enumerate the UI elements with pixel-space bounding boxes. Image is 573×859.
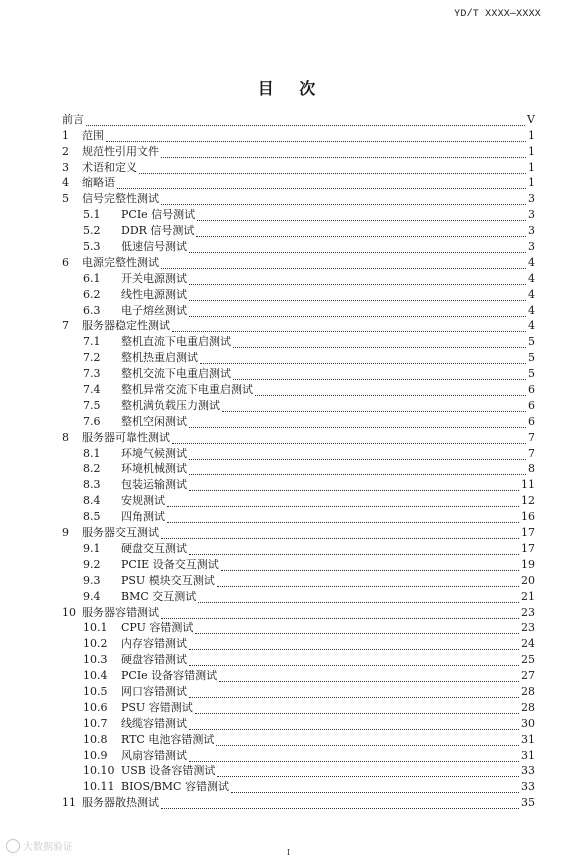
toc-entry[interactable] <box>62 666 535 682</box>
toc-entry-label: PCIe 设备容错测试 <box>121 669 218 683</box>
toc-entry-number: 10 <box>62 605 76 619</box>
toc-entry-label: PSU 容错测试 <box>121 700 193 714</box>
toc-leader-dots <box>195 703 519 714</box>
toc-leader-dots <box>117 178 526 189</box>
toc-entry-page: 17 <box>521 526 535 540</box>
toc-leader-dots <box>189 480 519 491</box>
toc-leader-dots <box>172 433 526 444</box>
toc-leader-dots <box>200 353 526 364</box>
toc-entry[interactable] <box>62 189 535 205</box>
toc-entry-number: 9.3 <box>83 573 101 587</box>
toc-leader-dots <box>189 687 519 698</box>
toc-entry-label: 内存容错测试 <box>121 637 187 651</box>
toc-entry-label: 低速信号测试 <box>121 240 187 254</box>
toc-entry[interactable] <box>62 317 535 333</box>
toc-entry-label: 环境气候测试 <box>121 446 187 460</box>
toc-leader-dots <box>189 464 526 475</box>
toc-entry-number: 10.9 <box>83 748 108 762</box>
toc-leader-dots <box>161 608 519 619</box>
toc-entry-page: 6 <box>528 414 535 428</box>
watermark-logo-icon <box>6 839 20 853</box>
toc-leader-dots <box>189 274 526 285</box>
toc-entry[interactable] <box>62 126 535 142</box>
toc-entry-label: 整机热重启测试 <box>121 351 198 365</box>
toc-entry[interactable] <box>62 650 535 666</box>
toc-entry-page: 24 <box>521 637 535 651</box>
toc-entry-number: 8.1 <box>83 446 101 460</box>
toc-entry-label: 整机交流下电重启测试 <box>121 367 231 381</box>
toc-entry-label: PSU 模块交互测试 <box>121 573 215 587</box>
toc-entry-number: 7.1 <box>83 335 101 349</box>
toc-entry-page: 31 <box>521 732 535 746</box>
toc-entry-number: 6.1 <box>83 271 101 285</box>
toc-leader-dots <box>189 306 526 317</box>
toc-entry-label: BMC 交互测试 <box>121 589 197 603</box>
toc-entry-number: 5 <box>62 192 69 206</box>
page-title: 目 次 <box>257 79 326 98</box>
toc-entry-label: 线缆容错测试 <box>121 716 187 730</box>
toc-entry[interactable] <box>62 285 535 301</box>
toc-entry-number: 5.1 <box>83 208 101 222</box>
toc-entry[interactable] <box>62 237 535 253</box>
toc-entry-label: 前言 <box>62 112 84 126</box>
toc-entry-page: 12 <box>521 494 535 508</box>
toc-entry-number: 1 <box>62 128 69 142</box>
toc-leader-dots <box>231 782 519 793</box>
toc-entry-label: 服务器稳定性测试 <box>82 319 170 333</box>
toc-entry-number: 2 <box>62 144 69 158</box>
toc-entry-label: CPU 容错测试 <box>121 621 194 635</box>
toc-entry-label: 整机异常交流下电重启测试 <box>121 383 253 397</box>
toc-entry-label: 电子熔丝测试 <box>121 303 187 317</box>
toc-entry-label: BIOS/BMC 容错测试 <box>121 780 229 794</box>
toc-leader-dots <box>161 528 519 539</box>
table-of-contents <box>62 110 535 809</box>
watermark <box>6 838 73 853</box>
toc-entry[interactable] <box>62 714 535 730</box>
toc-entry-label: 安规测试 <box>121 494 165 508</box>
toc-entry-page: 7 <box>528 430 535 444</box>
toc-entry-page: 33 <box>521 764 535 778</box>
toc-entry[interactable] <box>62 619 535 635</box>
toc-entry-page: 33 <box>521 780 535 794</box>
toc-entry-label: DDR 信号测试 <box>121 224 195 238</box>
toc-entry-page: 16 <box>521 510 535 524</box>
toc-entry-page: 5 <box>528 367 535 381</box>
toc-entry-page: 8 <box>528 462 535 476</box>
toc-leader-dots <box>255 385 526 396</box>
toc-entry-label: 整机直流下电重启测试 <box>121 335 231 349</box>
toc-entry-number: 8.2 <box>83 462 101 476</box>
toc-entry[interactable] <box>62 634 535 650</box>
toc-leader-dots <box>172 321 526 332</box>
toc-entry[interactable] <box>62 523 535 539</box>
toc-entry-page: 31 <box>521 748 535 762</box>
toc-entry-number: 10.11 <box>83 780 115 794</box>
toc-entry-number: 3 <box>62 160 69 174</box>
toc-entry-page: 17 <box>521 541 535 555</box>
toc-entry[interactable] <box>62 539 535 555</box>
document-code: YD/T XXXX—XXXX <box>454 9 541 20</box>
toc-entry-page: V <box>527 112 535 126</box>
toc-entry-label: 开关电源测试 <box>121 271 187 285</box>
toc-entry-label: 风扇容错测试 <box>121 748 187 762</box>
toc-entry-page: 3 <box>528 240 535 254</box>
toc-entry[interactable] <box>62 364 535 380</box>
toc-entry-number: 10.3 <box>83 653 108 667</box>
toc-entry-number: 5.3 <box>83 240 101 254</box>
toc-entry-page: 28 <box>521 684 535 698</box>
toc-entry-page: 20 <box>521 573 535 587</box>
toc-entry-number: 6.2 <box>83 287 101 301</box>
toc-leader-dots <box>189 544 519 555</box>
toc-entry-label: 服务器可靠性测试 <box>82 430 170 444</box>
toc-entry-page: 1 <box>528 128 535 142</box>
toc-entry[interactable] <box>62 158 535 174</box>
toc-entry-label: PCIe 信号测试 <box>121 208 196 222</box>
toc-entry-label: PCIE 设备交互测试 <box>121 557 219 571</box>
toc-entry-number: 11 <box>62 796 76 810</box>
toc-entry[interactable] <box>62 698 535 714</box>
toc-entry-number: 9 <box>62 526 69 540</box>
toc-entry-page: 19 <box>521 557 535 571</box>
toc-entry-number: 8.5 <box>83 510 101 524</box>
toc-entry-number: 6 <box>62 255 69 269</box>
toc-entry-number: 7.6 <box>83 414 101 428</box>
toc-entry[interactable] <box>62 507 535 523</box>
toc-entry[interactable] <box>62 142 535 158</box>
toc-entry-label: 硬盘容错测试 <box>121 653 187 667</box>
toc-leader-dots <box>86 115 525 126</box>
toc-entry[interactable] <box>62 475 535 491</box>
toc-entry-page: 6 <box>528 398 535 412</box>
toc-leader-dots <box>233 337 526 348</box>
toc-leader-dots <box>189 655 519 666</box>
toc-entry[interactable] <box>62 762 535 778</box>
toc-entry-label: 硬盘交互测试 <box>121 541 187 555</box>
watermark-text: 大数据验证 <box>23 842 73 853</box>
toc-leader-dots <box>167 496 519 507</box>
toc-entry[interactable] <box>62 301 535 317</box>
toc-leader-dots <box>189 751 519 762</box>
toc-entry-page: 7 <box>528 446 535 460</box>
toc-leader-dots <box>189 290 526 301</box>
toc-entry-number: 6.3 <box>83 303 101 317</box>
toc-entry-page: 1 <box>528 160 535 174</box>
toc-entry-number: 10.2 <box>83 637 108 651</box>
toc-leader-dots <box>106 131 526 142</box>
toc-entry-page: 4 <box>528 319 535 333</box>
toc-leader-dots <box>161 194 526 205</box>
toc-entry-label: 整机满负载压力测试 <box>121 398 220 412</box>
toc-entry-page: 35 <box>521 796 535 810</box>
toc-entry-number: 10.8 <box>83 732 108 746</box>
toc-leader-dots <box>167 512 519 523</box>
toc-entry-label: 四角测试 <box>121 510 165 524</box>
toc-leader-dots <box>221 560 519 571</box>
toc-entry[interactable] <box>62 380 535 396</box>
toc-entry[interactable] <box>62 205 535 221</box>
toc-entry-page: 4 <box>528 255 535 269</box>
toc-entry-number: 10.10 <box>83 764 115 778</box>
toc-entry[interactable] <box>62 730 535 746</box>
toc-entry-label: 网口容错测试 <box>121 684 187 698</box>
toc-entry-number: 9.1 <box>83 541 101 555</box>
toc-entry[interactable] <box>62 603 535 619</box>
toc-entry-number: 9.2 <box>83 557 101 571</box>
toc-entry-page: 23 <box>521 605 535 619</box>
toc-entry[interactable] <box>62 587 535 603</box>
toc-entry[interactable] <box>62 269 535 285</box>
toc-entry-number: 5.2 <box>83 224 101 238</box>
toc-leader-dots <box>198 592 519 603</box>
toc-leader-dots <box>217 576 519 587</box>
toc-entry-page: 23 <box>521 621 535 635</box>
toc-entry-page: 4 <box>528 303 535 317</box>
toc-entry-page: 4 <box>528 271 535 285</box>
page-number: I <box>287 848 291 857</box>
toc-leader-dots <box>189 639 519 650</box>
toc-entry[interactable] <box>62 412 535 428</box>
toc-entry[interactable] <box>62 428 535 444</box>
toc-entry[interactable] <box>62 793 535 809</box>
toc-entry-label: 范围 <box>82 128 104 142</box>
toc-entry[interactable] <box>62 174 535 190</box>
toc-entry-number: 10.6 <box>83 700 108 714</box>
toc-leader-dots <box>195 623 519 634</box>
toc-entry-number: 10.4 <box>83 669 108 683</box>
toc-entry[interactable] <box>62 396 535 412</box>
toc-entry-label: 电源完整性测试 <box>82 255 159 269</box>
toc-entry[interactable] <box>62 332 535 348</box>
toc-entry-label: 缩略语 <box>82 176 115 190</box>
toc-entry-number: 7 <box>62 319 69 333</box>
toc-entry-number: 10.1 <box>83 621 108 635</box>
toc-entry-page: 4 <box>528 287 535 301</box>
toc-entry[interactable] <box>62 746 535 762</box>
toc-entry[interactable] <box>62 555 535 571</box>
toc-entry-page: 6 <box>528 383 535 397</box>
toc-leader-dots <box>219 671 519 682</box>
toc-entry-label: 信号完整性测试 <box>82 192 159 206</box>
toc-leader-dots <box>189 719 519 730</box>
toc-leader-dots <box>222 401 526 412</box>
toc-entry-page: 5 <box>528 351 535 365</box>
toc-entry-label: 服务器交互测试 <box>82 526 159 540</box>
toc-leader-dots <box>189 242 526 253</box>
toc-entry-page: 1 <box>528 144 535 158</box>
toc-leader-dots <box>161 258 526 269</box>
toc-leader-dots <box>197 210 526 221</box>
toc-entry-label: 术语和定义 <box>82 160 137 174</box>
toc-entry[interactable] <box>62 444 535 460</box>
toc-entry-page: 11 <box>521 478 535 492</box>
toc-leader-dots <box>189 417 526 428</box>
toc-entry-number: 7.4 <box>83 383 101 397</box>
toc-entry-number: 10.7 <box>83 716 108 730</box>
toc-entry-page: 25 <box>521 653 535 667</box>
toc-entry-label: 服务器散热测试 <box>82 796 159 810</box>
toc-entry-number: 7.5 <box>83 398 101 412</box>
toc-entry-number: 8 <box>62 430 69 444</box>
toc-entry[interactable] <box>62 571 535 587</box>
toc-entry-page: 3 <box>528 224 535 238</box>
toc-entry-page: 3 <box>528 192 535 206</box>
toc-entry-label: USB 设备容错测试 <box>121 764 216 778</box>
toc-entry[interactable] <box>62 221 535 237</box>
toc-leader-dots <box>161 147 526 158</box>
toc-entry-number: 7.2 <box>83 351 101 365</box>
toc-entry-number: 9.4 <box>83 589 101 603</box>
toc-entry[interactable] <box>62 460 535 476</box>
toc-entry-label: 线性电源测试 <box>121 287 187 301</box>
toc-leader-dots <box>161 798 519 809</box>
toc-entry-number: 7.3 <box>83 367 101 381</box>
toc-entry-number: 4 <box>62 176 69 190</box>
toc-entry-page: 3 <box>528 208 535 222</box>
toc-entry[interactable] <box>62 777 535 793</box>
toc-leader-dots <box>217 766 519 777</box>
toc-entry-page: 27 <box>521 669 535 683</box>
toc-entry[interactable] <box>62 682 535 698</box>
toc-entry-number: 8.4 <box>83 494 101 508</box>
toc-entry-page: 30 <box>521 716 535 730</box>
toc-entry-page: 28 <box>521 700 535 714</box>
toc-leader-dots <box>216 735 519 746</box>
toc-entry-page: 1 <box>528 176 535 190</box>
toc-leader-dots <box>196 226 526 237</box>
toc-entry-page: 21 <box>521 589 535 603</box>
toc-entry-page: 5 <box>528 335 535 349</box>
toc-entry-label: 整机空闲测试 <box>121 414 187 428</box>
toc-entry-label: 包装运输测试 <box>121 478 187 492</box>
toc-entry[interactable] <box>62 253 535 269</box>
toc-entry[interactable] <box>62 348 535 364</box>
toc-entry-label: 规范性引用文件 <box>82 144 159 158</box>
toc-leader-dots <box>233 369 526 380</box>
toc-entry-number: 10.5 <box>83 684 108 698</box>
toc-entry[interactable] <box>62 491 535 507</box>
toc-entry-label: 服务器容错测试 <box>82 605 159 619</box>
toc-leader-dots <box>189 449 526 460</box>
toc-entry[interactable] <box>62 110 535 126</box>
toc-entry-number: 8.3 <box>83 478 101 492</box>
toc-entry-label: RTC 电池容错测试 <box>121 732 215 746</box>
toc-entry-label: 环境机械测试 <box>121 462 187 476</box>
toc-leader-dots <box>139 163 526 174</box>
